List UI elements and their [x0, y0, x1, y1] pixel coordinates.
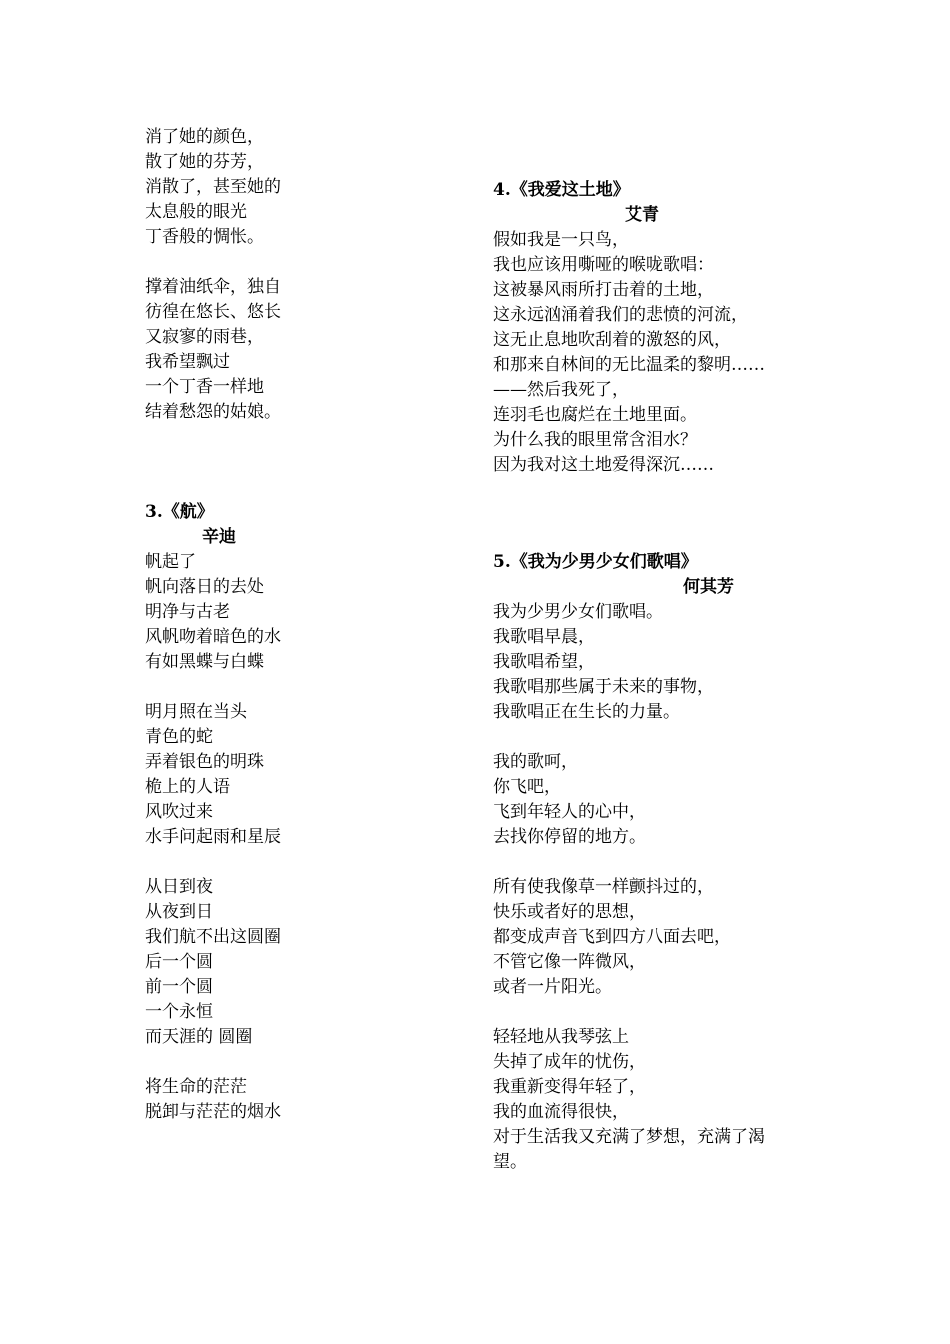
poem-line: 前一个圆: [145, 977, 213, 997]
poem-line: 连羽毛也腐烂在土地里面。: [493, 405, 697, 425]
poem-line: 望。: [493, 1152, 527, 1172]
poem-line: 丁香般的惆怅。: [145, 227, 264, 247]
poem-line: 轻轻地从我琴弦上: [493, 1027, 629, 1047]
poem-line: 我的血流得很快，: [493, 1102, 629, 1122]
poem-line: 我也应该用嘶哑的喉咙歌唱：: [493, 255, 714, 275]
poem-line: 我的歌呵，: [493, 752, 578, 772]
poem-line: 对于生活我又充满了梦想，充满了渴: [493, 1127, 765, 1147]
poem-line: 桅上的人语: [145, 777, 230, 797]
poem-line: 快乐或者好的思想，: [493, 902, 646, 922]
poem-line: 散了她的芬芳，: [145, 152, 264, 172]
poem-line: 我歌唱早晨，: [493, 627, 595, 647]
poem-line: 为什么我的眼里常含泪水？: [493, 430, 697, 450]
poem-line: 脱卸与茫茫的烟水: [145, 1102, 281, 1122]
poem-line: 失掉了成年的忧伤，: [493, 1052, 646, 1072]
poem-line: 从日到夜: [145, 877, 213, 897]
poem-line: 你飞吧，: [493, 777, 561, 797]
poem-line: 这被暴风雨所打击着的土地，: [493, 280, 714, 300]
poem-line: 将生命的茫茫: [145, 1077, 247, 1097]
poem-line: 我歌唱正在生长的力量。: [493, 702, 680, 722]
poem-line: 明月照在当头: [145, 702, 247, 722]
poem-line: 我希望飘过: [145, 352, 230, 372]
poem-line: 风吹过来: [145, 802, 213, 822]
poem-line: 弄着银色的明珠: [145, 752, 264, 772]
poem-line: 所有使我像草一样颤抖过的，: [493, 877, 714, 897]
poem-line: 因为我对这土地爱得深沉……: [493, 455, 714, 475]
poem-line: 我重新变得年轻了，: [493, 1077, 646, 1097]
poem-line: 都变成声音飞到四方八面去吧，: [493, 927, 731, 947]
poem-line: 和那来自林间的无比温柔的黎明……: [493, 355, 765, 375]
poem-line: 这无止息地吹刮着的激怒的风，: [493, 330, 731, 350]
poem-author: 辛迪: [202, 527, 236, 547]
poem-line: 一个永恒: [145, 1002, 213, 1022]
poem-line: 水手问起雨和星辰: [145, 827, 281, 847]
poem-line: 帆起了: [145, 552, 196, 572]
poem-title: 5.《我为少男少女们歌唱》: [493, 552, 698, 572]
poem-line: 而天涯的 圆圈: [145, 1027, 253, 1047]
poem-line: 帆向落日的去处: [145, 577, 264, 597]
poem-line: 消了她的颜色，: [145, 127, 264, 147]
poem-line: 后一个圆: [145, 952, 213, 972]
poem-line: 我歌唱希望，: [493, 652, 595, 672]
poem-line: 结着愁怨的姑娘。: [145, 402, 281, 422]
poem-line: 不管它像一阵微风，: [493, 952, 646, 972]
poem-line: 我歌唱那些属于未来的事物，: [493, 677, 714, 697]
poem-line: 青色的蛇: [145, 727, 213, 747]
poem-line: 撑着油纸伞，独自: [145, 277, 281, 297]
poem-line: 风帆吻着暗色的水: [145, 627, 281, 647]
poem-line: 一个丁香一样地: [145, 377, 264, 397]
poem-title: 3.《航》: [145, 502, 214, 522]
poem-line: 有如黑蝶与白蝶: [145, 652, 264, 672]
poem-line: 从夜到日: [145, 902, 213, 922]
poem-line: 我为少男少女们歌唱。: [493, 602, 663, 622]
poem-line: 消散了，甚至她的: [145, 177, 281, 197]
poem-line: 飞到年轻人的心中，: [493, 802, 646, 822]
poem-line: 我们航不出这圆圈: [145, 927, 281, 947]
poem-line: ——然后我死了，: [493, 380, 629, 400]
poem-line: 这永远汹涌着我们的悲愤的河流，: [493, 305, 748, 325]
poem-author: 艾青: [625, 205, 659, 225]
poem-author: 何其芳: [683, 577, 734, 597]
poem-line: 假如我是一只鸟，: [493, 230, 629, 250]
poem-line: 又寂寥的雨巷，: [145, 327, 264, 347]
poem-line: 或者一片阳光。: [493, 977, 612, 997]
poem-line: 太息般的眼光: [145, 202, 247, 222]
poem-line: 彷徨在悠长、悠长: [145, 302, 281, 322]
poem-line: 去找你停留的地方。: [493, 827, 646, 847]
poem-title: 4.《我爱这土地》: [493, 180, 630, 200]
poem-line: 明净与古老: [145, 602, 230, 622]
